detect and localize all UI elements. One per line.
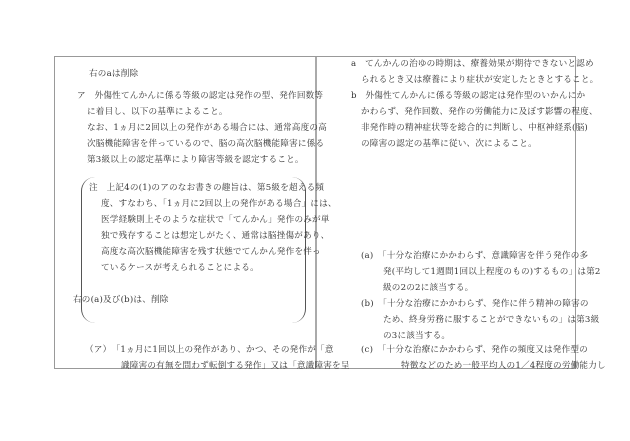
note-line: 独で残存することは想定しがたく、通常は脳挫傷があり、: [101, 231, 330, 241]
deleted-ab-note: 右の(a)及び(b)は、削除: [73, 295, 169, 305]
note-line: 注 上記4の(1)のアのなお書きの趣旨は、第5級を超える頻: [89, 183, 325, 193]
note-line: 高度な高次脳機能障害を残す状態でてんかん発作を伴っ: [101, 247, 321, 257]
right-item-a-line: られるとき又は療養により症状が安定したときとすること。: [361, 75, 599, 85]
deleted-a-note: 右のaは削除: [89, 69, 139, 79]
right-sub-c-line: 特徴などのため一般平均人の1／4程度の労働能力し: [401, 361, 606, 371]
right-item-a-line: a てんかんの治ゆの時期は、療養効果が期待できないと認め: [351, 59, 594, 69]
note-line: 医学経験則上そのような症状で「てんかん」発作のみが単: [101, 215, 330, 225]
right-item-b-line: の障害の認定の基準に従い、次によること。: [361, 139, 537, 149]
left-item-a-line: なお、1ヵ月に2回以上の発作がある場合には、通常高度の高: [87, 123, 327, 133]
left-item-a-line: に着目し、以下の基準によること。: [87, 107, 228, 117]
left-item-i-line: 識障害の有無を問わず転倒する発作」又は「意識障害を呈: [121, 361, 350, 371]
left-item-i-line: （ア） 「1ヵ月に1回以上の発作があり、かつ、その発作が「意: [85, 345, 334, 355]
right-item-b-line: かわらず、発作回数、発作の労働能力に及ぼす影響の程度、: [361, 107, 598, 117]
right-sub-b-line: (b) 「十分な治療にかかわらず、発作に伴う精神の障害の: [361, 299, 589, 309]
right-sub-a-line: 級の2の2に該当する。: [383, 283, 474, 293]
right-sub-a-line: (a) 「十分な治療にかかわらず、意識障害を伴う発作の多: [361, 251, 589, 261]
note-line: ているケースが考えられることによる。: [101, 263, 259, 273]
right-item-b-line: 非発作時の精神症状等を総合的に判断し、中枢神経系(脳): [361, 123, 588, 133]
right-sub-b-line: ため、終身労務に服することができないもの」は第3級: [383, 315, 600, 325]
right-sub-c-line: (c) 「十分な治療にかかわらず、発作の頻度又は発作型の: [361, 345, 588, 355]
left-item-a-line: ア 外傷性てんかんに係る等級の認定は発作の型、発作回数等: [77, 91, 324, 101]
left-item-a-line: 第3級以上の認定基準により障害等級を認定すること。: [87, 155, 304, 165]
right-sub-a-line: 発(平均して1週間1回以上程度のもの)するもの」は第2: [383, 267, 601, 277]
comparison-table: [54, 56, 606, 371]
right-sub-b-line: の3に該当する。: [383, 331, 451, 341]
note-line: 度、すなわち、「1ヵ月に2回以上の発作がある場合」には、: [101, 199, 337, 209]
left-item-a-line: 次脳機能障害を伴っているので、脳の高次脳機能障害に係る: [87, 139, 325, 149]
right-item-b-line: b 外傷性てんかんに係る等級の認定は発作型のいかんにか: [351, 91, 586, 101]
